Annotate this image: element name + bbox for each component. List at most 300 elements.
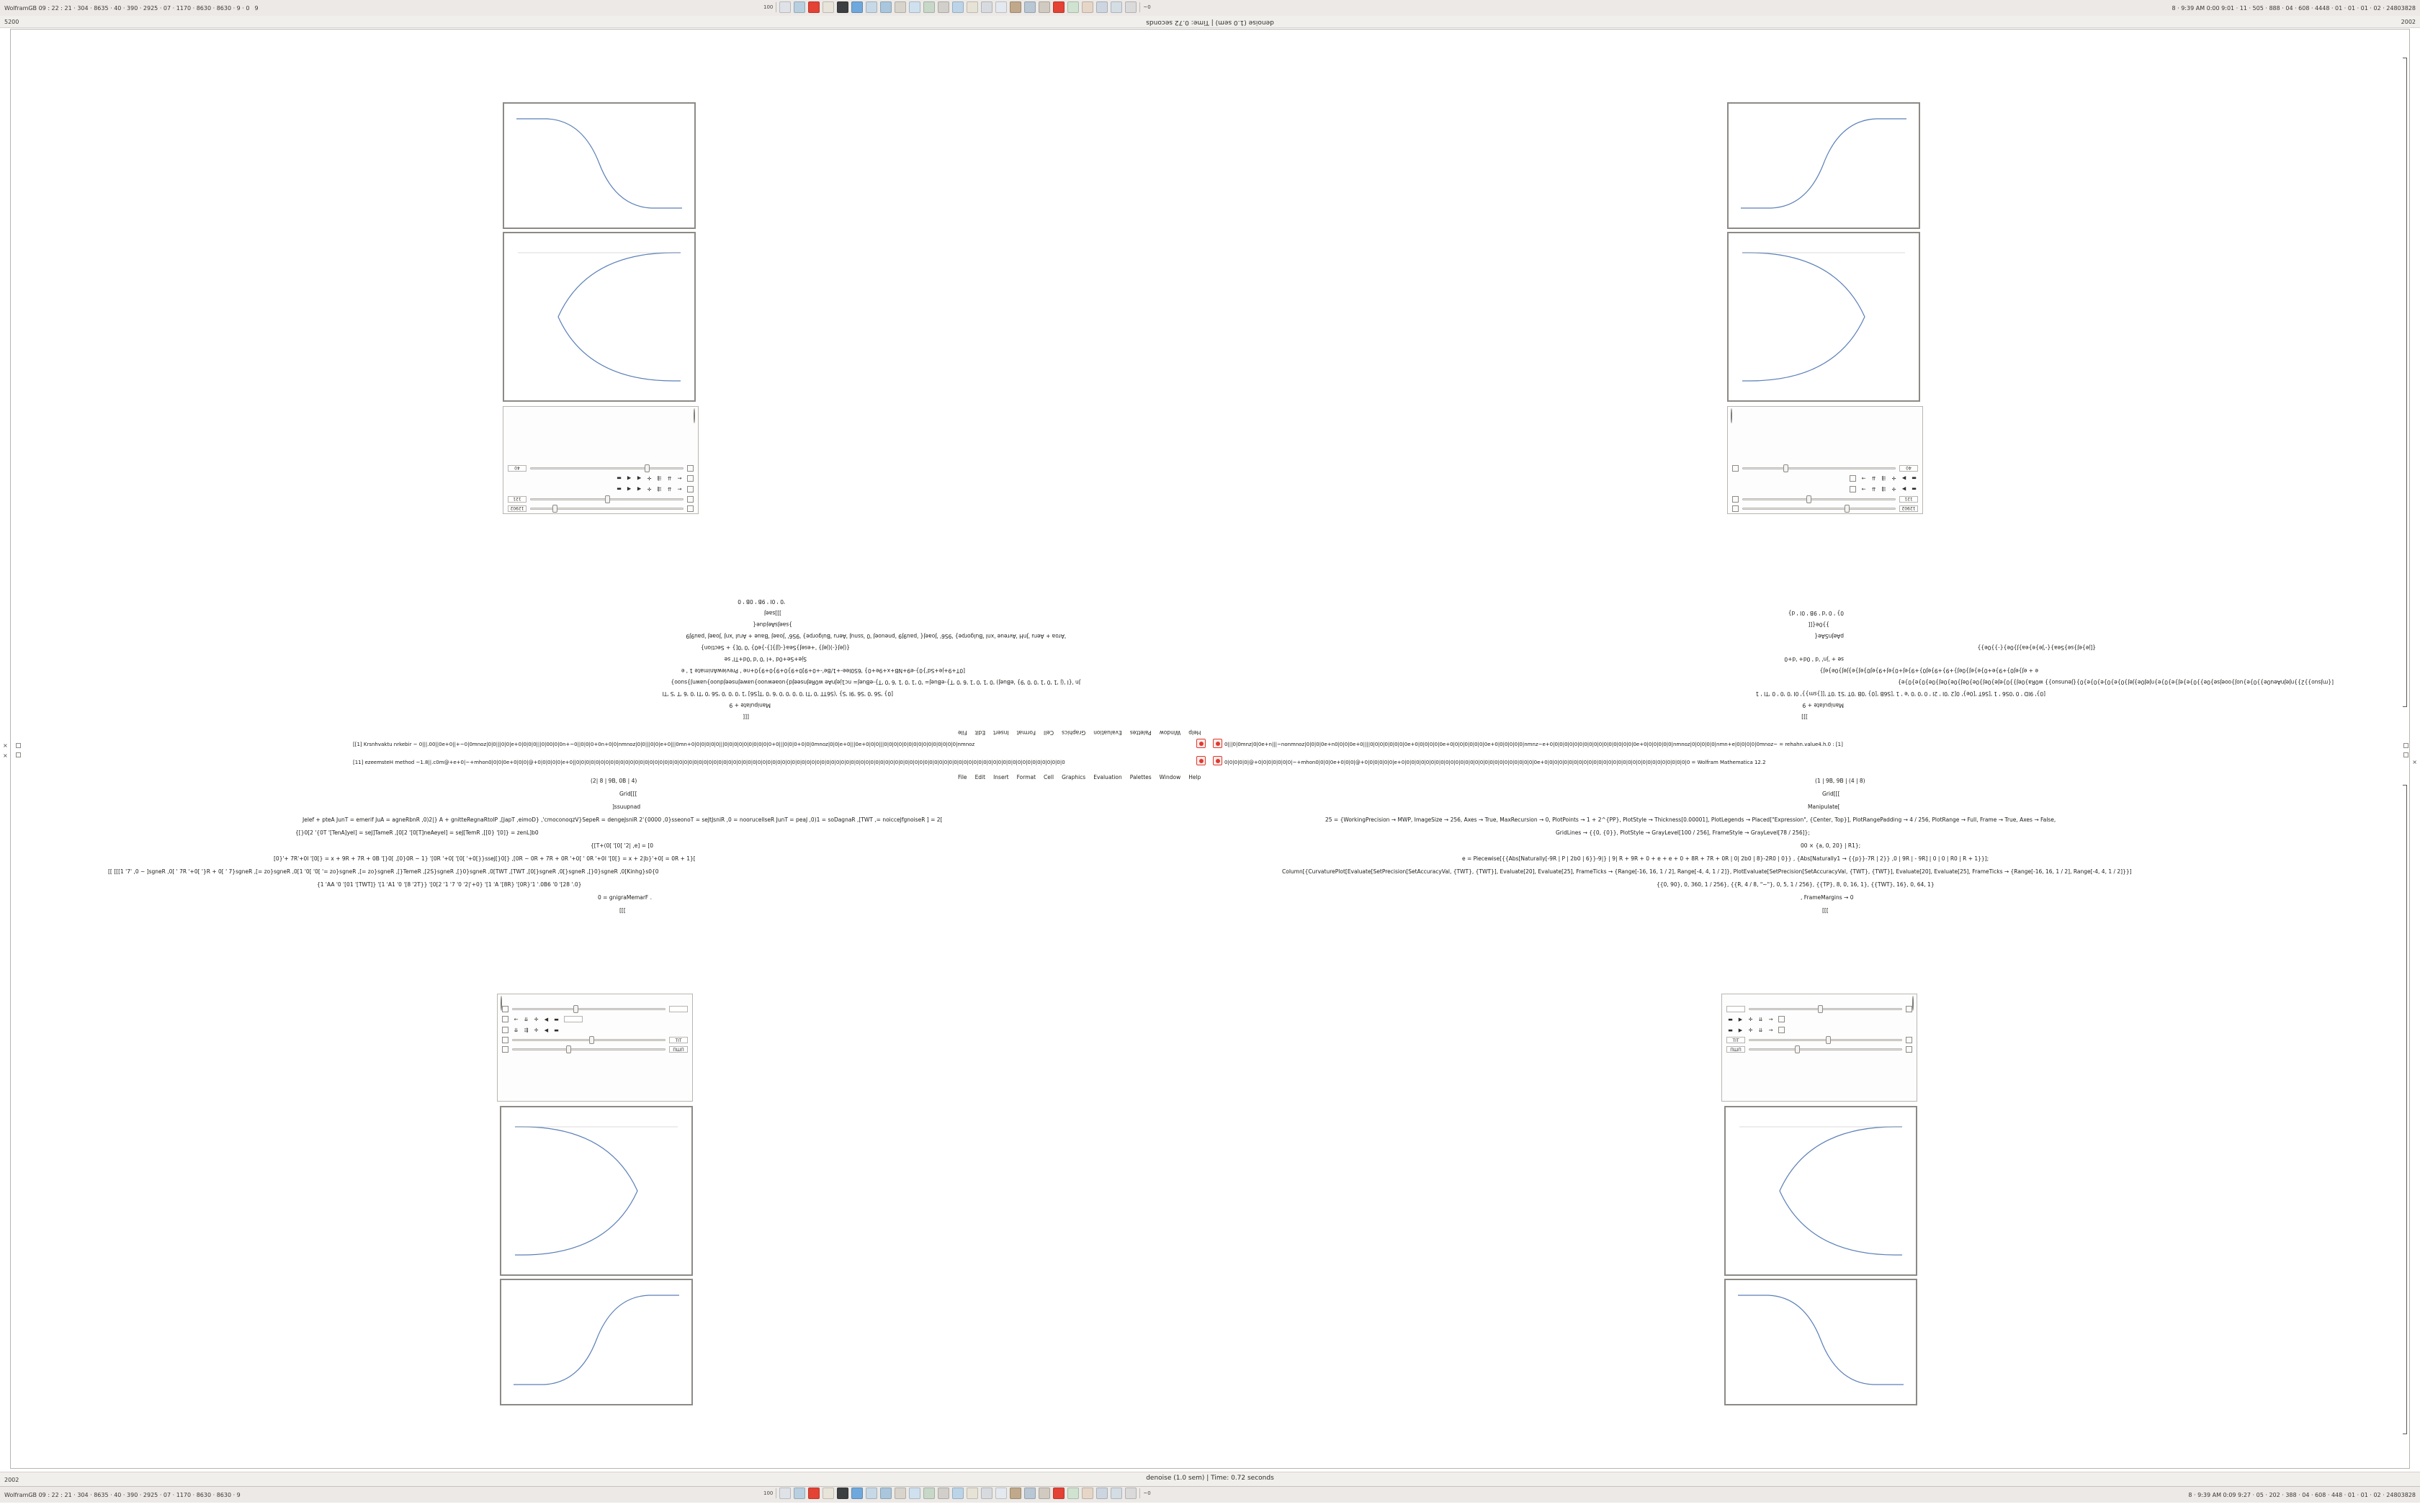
taskbar-icon-archive[interactable]: [1010, 1488, 1021, 1499]
add-icon[interactable]: ✛: [1891, 475, 1896, 482]
manipulate-settings-gear[interactable]: [1731, 409, 1732, 423]
menu-item-format[interactable]: Format: [1016, 774, 1036, 780]
stop-icon[interactable]: ▬: [1728, 1027, 1733, 1033]
code-line[interactable]: [{rnJsuo}}2}}nJeJnAeu0e}}0}e}uoJ}ooeJse}0e}}0}e}eJ}e}0}e}nJeJ0e}JeJ}0}e}0}e}0}e}0}{Jeunsuo}} w0Ra}0eJ}}0}eJe}0eJ}0e}0eJ}0e}0eJ}0e}0}e}0}e}: [1898, 679, 2334, 685]
plot-sigmoid-4-svg: [1725, 1279, 1917, 1405]
code-line[interactable]: (2| 8 | 9B, 0B | 4): [591, 778, 637, 784]
taskbar-icon-chat[interactable]: [952, 1488, 964, 1499]
forward-icon[interactable]: ⇶: [1881, 486, 1886, 492]
reverse-icon[interactable]: ⇊: [524, 1016, 529, 1022]
taskbar-icon-files[interactable]: [866, 1488, 877, 1499]
manipulate-button-row[interactable]: [503, 473, 698, 484]
code-line[interactable]: 0} ' 0 'd ' 9B ' 0I ' d}: [1788, 610, 1844, 616]
taskbar-icon-database[interactable]: [1096, 1, 1108, 13]
taskbar-icon-music[interactable]: [923, 1488, 935, 1499]
plot-frame-sigmoid-2: [1727, 102, 1920, 229]
taskbar-icon-clock[interactable]: [981, 1, 992, 13]
code-line[interactable]: GridLines → {{0, {0}}, PlotStyle → GrayLevel[100 / 256], FrameStyle → GrayLevel[78 / 256]};: [1556, 829, 1810, 836]
taskbar-icon-video[interactable]: [1024, 1488, 1036, 1499]
code-line[interactable]: {(jeJ{-)(jeJ} '+eseJ}Sea{-(jJ}[}-}e0} '0 '0[} + Section}: [700, 644, 850, 651]
step-back-icon[interactable]: ←: [677, 486, 682, 492]
restore-icon[interactable]: [2403, 752, 2408, 757]
menu-item-file[interactable]: File: [958, 729, 967, 736]
stop-icon[interactable]: ▬: [1728, 1016, 1733, 1022]
right-close-control[interactable]: [2412, 753, 2417, 767]
stop-icon[interactable]: ▬: [1912, 475, 1917, 482]
plot-frame-ellipse: [503, 232, 696, 402]
manipulate-row[interactable]: [498, 1045, 692, 1054]
middle-left-code-block: [86, 778, 1167, 994]
taskbar-icon-document[interactable]: [995, 1, 1007, 13]
manipulate-row[interactable]: [503, 495, 698, 504]
taskbar-icon-shield[interactable]: [1039, 1, 1050, 13]
code-line[interactable]: }saeJsAejdue{: [753, 621, 792, 628]
taskbar-icon-notes[interactable]: [967, 1, 978, 13]
code-line[interactable]: }}0e{[[: [1808, 621, 1829, 628]
add-icon[interactable]: ✛: [534, 1016, 539, 1022]
code-line[interactable]: '0 ' 0I ' 9B ' 0B ' 0: [738, 598, 785, 605]
stop-icon[interactable]: ▬: [617, 486, 622, 492]
taskbar-icon-trash[interactable]: [1125, 1, 1137, 13]
code-line[interactable]: Manipulate + 9: [1802, 702, 1844, 708]
play-icon[interactable]: ▶: [1901, 475, 1906, 482]
slider-value[interactable]: [564, 1016, 583, 1022]
code-line[interactable]: Column[{CurvaturePlot[Evaluate[SetPrecision[SetAccuracyVal, {TWT}, {TWT}], Evaluate[20], Evaluate[25], FrameTicks → {Range[-16, 16, 1 / 2], Range[-4, 4, 1 / 2]}, PlotEvaluate[SetPrecision[SetAccuracyVal, {TWT}, {TWT}], Evaluate[20], Evaluate[25], FrameTicks → {Range[-16, 16, 1 / 2], Range[-4, 4, 1 / 2]}}]: [1282, 868, 2132, 875]
step-forward-icon[interactable]: →: [1861, 475, 1866, 482]
expand-toggle[interactable]: [687, 496, 694, 503]
left-edge-window-controls[interactable]: [3, 743, 8, 759]
expand-toggle[interactable]: [1732, 496, 1739, 503]
menu-item-format[interactable]: Format: [1016, 729, 1036, 736]
code-line[interactable]: [0}' 9ID ' 0 '0S6 ' 1 '[S6T '[0e}' 0[2 '0I ' 2I ' 0 '0 '0 'e ' 1 '[S6B '[0} '0B '0T 'S1 '0T '[[}sm}}' 0I '0 '0 ' 0 'TI ' 1: [1755, 690, 2045, 697]
expand-toggle[interactable]: [502, 1006, 508, 1012]
manipulate-panel-top-left[interactable]: [503, 406, 699, 514]
menu-item-graphics[interactable]: Graphics: [1062, 774, 1086, 780]
top-left-output-group: [497, 53, 699, 514]
taskbar-icon-archive[interactable]: [1010, 1, 1021, 13]
code-line[interactable]: e + eJ}eJ0}+9}e+0}e}eJ}0eJ}+9}+9}eJ0}+9}eJ+0}eJ+9}eJ0}eJ}e}JeJ}0e}eJ}: [1819, 667, 2038, 674]
animation-controls-2[interactable]: [1726, 1026, 1775, 1034]
code-line[interactable]: (1 | 9B, 9B | (4 | 8): [1815, 778, 1865, 784]
manipulate-row[interactable]: [503, 464, 698, 473]
top-status-text: WolframGB 09 : 22 : 21 · 304 · 8635 · 40 · 390 · 2925 · 07 · 1170 · 8630 · 8630 · 9 · 0: [4, 4, 250, 12]
expand-toggle[interactable]: [1732, 465, 1739, 472]
close-icon-right[interactable]: ×: [2412, 759, 2417, 765]
menu-item-insert[interactable]: Insert: [993, 729, 1009, 736]
code-line[interactable]: [0}'+ 7R'+0I '[0[} = x + 9R + 7R + 0B '[}0[ ,[0}0R ~ 1} '[0R '+0[ '[0[ '+0[}}sseJ[}0[} ,[0R ~ 0R + 7R + 0R '+0[ ' 0R '+0I '[0[} = x + 2|b}'+0[ = 0R + 1}[: [274, 855, 696, 862]
collapse-icon[interactable]: [2403, 743, 2408, 748]
step-back-icon[interactable]: ⇊: [514, 1027, 519, 1033]
taskbar-index-label: 100: [763, 4, 774, 10]
step-forward-icon[interactable]: →: [1768, 1016, 1773, 1022]
manipulate-row[interactable]: [1722, 1004, 1917, 1014]
taskbar-icon-presentation[interactable]: [1082, 1, 1093, 13]
taskbar-icon-text-editor[interactable]: [823, 1, 834, 13]
secondary-bar-right-label: 2002: [2401, 18, 2416, 25]
notebook-window: [10, 29, 2410, 1469]
menu-item-window[interactable]: Window: [1159, 729, 1181, 736]
manipulate-row[interactable]: [1722, 1035, 1917, 1045]
plot-sigmoid-svg: [503, 103, 695, 228]
minimize-icon[interactable]: [16, 752, 21, 757]
top-system-bar: [0, 0, 2420, 17]
taskbar-icon-video[interactable]: [1024, 1, 1036, 13]
menu-item-window[interactable]: Window: [1159, 774, 1181, 780]
taskbar-icon-files[interactable]: [866, 1, 877, 13]
menu-item-help[interactable]: Help: [1188, 774, 1201, 780]
expand-toggle[interactable]: [1906, 1046, 1912, 1053]
slider-value[interactable]: ПШП: [1726, 1046, 1745, 1053]
code-line[interactable]: Grid[[[: [619, 791, 637, 797]
taskbar-icon-chat[interactable]: [952, 1, 964, 13]
secondary-bar-label: 5200: [4, 18, 19, 25]
taskbar-icon-wolfram[interactable]: [1053, 1488, 1065, 1499]
reverse-icon[interactable]: ⇶: [524, 1027, 529, 1033]
slider-control[interactable]: [530, 496, 684, 503]
expand-toggle[interactable]: [687, 486, 694, 492]
add-icon[interactable]: ✛: [647, 486, 652, 492]
expand-toggle[interactable]: [1906, 1006, 1912, 1012]
error-badge-4[interactable]: [1213, 756, 1222, 765]
animation-controls[interactable]: [1860, 485, 1918, 493]
taskbar-icon-terminal[interactable]: [837, 1488, 848, 1499]
slider-value[interactable]: ПШП: [669, 1046, 688, 1053]
message-line-2-left: [11] ezeemsteH method ~1.8||.c0m@+e+0|~+mhon0|0|0|0e+0|0|0|@+0|0|0|0|0|e+0||0|0|0|0|0|0|0|0|0|0|0|0|0|0|0|0|0|0|0|0|0|0|0|0|0|0|0|0|0|0|0|0|0|0|0|0|0|0|0|0|0|0|0|0|0|0|0|0|0|0|0|0|0|0|0|0|0|0|0|0|0|0|0|0|0|0|0|0|0|0|0|0|0|0|0|0|0|0|0|0|0|0|0|0|0|0|0|0|0|0|0|0|0|0|0|0|0|0|0|0: [353, 760, 1065, 765]
slider-control[interactable]: [1742, 505, 1896, 512]
manipulate-row[interactable]: [1728, 504, 1922, 513]
code-line[interactable]: 00 × {a, 0, 20} | R1};: [1801, 842, 1861, 849]
add-icon[interactable]: ✛: [1748, 1016, 1753, 1022]
reverse-icon[interactable]: ⇊: [1871, 486, 1876, 492]
manipulate-button-row[interactable]: [1728, 473, 1922, 484]
code-line[interactable]: pAeJnSAe{: [1814, 633, 1844, 639]
taskbar-icon-music[interactable]: [923, 1, 935, 13]
expand-toggle[interactable]: [1778, 1027, 1785, 1033]
plot-ellipse-2-svg: [1728, 233, 1919, 401]
slider-control[interactable]: [530, 505, 684, 512]
code-line[interactable]: {{0, 90}, 0, 360, 1 / 256}, {{R, 4 / 8, "~"}, 0, 5, 1 / 256}, {{TP}, 8, 0, 16, 1}, {{TWT}, 16}, 0, 64, 1}: [1657, 881, 1935, 888]
code-line[interactable]: {[T+(0[ '[0[ '2| ,e] = [0: [591, 842, 654, 849]
reverse-icon[interactable]: ⇊: [667, 475, 672, 482]
cell-bracket-bottom[interactable]: [2403, 785, 2407, 1434]
taskbar-icon-settings[interactable]: [938, 1, 949, 13]
manipulate-row[interactable]: [1728, 464, 1922, 473]
animation-controls[interactable]: [615, 485, 684, 493]
slider-control[interactable]: [512, 1046, 666, 1053]
code-line[interactable]: [[[: [1822, 907, 1829, 914]
manipulate-row[interactable]: [503, 504, 698, 513]
slider-control[interactable]: [512, 1037, 666, 1043]
rewind-icon[interactable]: ◀: [627, 475, 632, 482]
stop-icon[interactable]: ▬: [554, 1027, 559, 1033]
cell-bracket-top[interactable]: [2403, 58, 2407, 707]
code-line[interactable]: 25 = {WorkingPrecision → MWP, ImageSize → 256, Axes → True, MaxRecursion → 0, PlotPoints → 1 + 2^{PP}, PlotStyle → Thickness[0.00001], PlotLegends → Placed["Expression", {Center, Top}], PlotRangePadding → 4 / 256, PlotRange → Full, Frame → True, Axes → False,: [1325, 816, 2056, 823]
expand-icon[interactable]: [16, 743, 21, 748]
manipulate-settings-gear[interactable]: [694, 409, 695, 423]
taskbar-icon-trash[interactable]: [1125, 1488, 1137, 1499]
menu-item-graphics[interactable]: Graphics: [1062, 729, 1086, 736]
plot-frame-ellipse-3: [500, 1106, 693, 1276]
reverse-icon[interactable]: ⇊: [1871, 475, 1876, 482]
error-badge-3[interactable]: [1196, 756, 1206, 765]
slider-value[interactable]: TIT: [669, 1037, 688, 1043]
code-line[interactable]: se + 'jn' 'd ' 0d+ 'd+0: [1784, 656, 1844, 662]
code-line[interactable]: Grid[[[: [1822, 791, 1840, 797]
prev-icon[interactable]: ◀: [637, 475, 642, 482]
taskbar-icon-document[interactable]: [995, 1488, 1007, 1499]
taskbar-icon-start[interactable]: [779, 1, 791, 13]
slider-control[interactable]: [1749, 1037, 1902, 1043]
play-icon[interactable]: ⇶: [657, 475, 662, 482]
expand-toggle[interactable]: [1850, 486, 1856, 492]
taskbar-icon-record[interactable]: [808, 1, 820, 13]
code-line[interactable]: ]ssuupnad: [612, 804, 641, 810]
manipulate-button-row[interactable]: [1728, 484, 1922, 495]
expand-toggle[interactable]: [1906, 1037, 1912, 1043]
code-line[interactable]: {[}0[2 '{0T '[TenA]yeI] = seJ]TameR ,[0[2 '[0[T]neAeyeI] = seJ[TemR ,[[0} '[0]} = zenL]b0: [295, 829, 539, 836]
manipulate-panel-bottom-right[interactable]: [1721, 994, 1917, 1102]
taskbar-icon-calculator[interactable]: [895, 1, 906, 13]
rewind-icon[interactable]: ◀: [627, 486, 632, 492]
error-badge-1[interactable]: [1196, 739, 1206, 748]
code-line[interactable]: {[je}eJ}se}Sea}{-'Je}e}ea}J}0e}{-}}0e}}: [1977, 644, 2096, 651]
code-line[interactable]: [[[: [619, 907, 626, 914]
taskbar-end-label-bottom: ~0: [1143, 1490, 1151, 1496]
manipulate-panel-bottom-left[interactable]: [497, 994, 693, 1102]
manipulate-button-row[interactable]: [1722, 1014, 1917, 1025]
top-left-input-code: [86, 518, 1109, 720]
code-line[interactable]: Manipulate[: [1808, 804, 1840, 810]
taskbar-icon-notes[interactable]: [967, 1488, 978, 1499]
taskbar-icon-clock[interactable]: [981, 1488, 992, 1499]
right-edge-window-controls[interactable]: [2403, 743, 2408, 757]
code-line[interactable]: {1 'AA '0 '[01 '[TWT]} '[1 'A1 '0 '[8 '2T}} '[0[2 '1 '7 '0 '2|'+0} '[1 'A '[8R} '[0R}'1 '.0B6 '0 '[28 '.0}: [317, 881, 582, 888]
menu-item-edit[interactable]: Edit: [974, 729, 986, 736]
animation-controls-2[interactable]: [512, 1026, 560, 1034]
stop-icon[interactable]: ▬: [617, 475, 622, 482]
play-icon[interactable]: ▶: [1738, 1016, 1743, 1022]
manipulate-button-row[interactable]: [498, 1014, 692, 1025]
taskbar-icon-record[interactable]: [808, 1488, 820, 1499]
slider-value[interactable]: [1726, 1006, 1745, 1012]
error-badge-2[interactable]: [1213, 739, 1222, 748]
taskbar-index-label-bottom: 100: [763, 1490, 774, 1496]
bottom-taskbar[interactable]: [763, 1488, 1151, 1499]
taskbar-icon-terminal[interactable]: [837, 1, 848, 13]
expand-toggle[interactable]: [502, 1046, 508, 1053]
taskbar-separator-end: [1139, 1488, 1140, 1498]
bottom-system-status-left: [4, 1492, 241, 1498]
taskbar-end-label: ~0: [1143, 4, 1151, 10]
slider-value[interactable]: 121: [1899, 496, 1918, 503]
expand-toggle[interactable]: [687, 505, 694, 512]
plot-sigmoid-3-svg: [501, 1279, 692, 1405]
add-icon[interactable]: ✛: [1748, 1027, 1753, 1033]
manipulate-row[interactable]: [1722, 1045, 1917, 1054]
taskbar-icon-calculator[interactable]: [895, 1488, 906, 1499]
expand-toggle[interactable]: [687, 475, 694, 482]
code-line[interactable]: [0} 'S6 '0 'S6 '9I 'S} '(S6TT '0 'TI '0 '0 '0 '0 '6 '0 'T[S6] '1 '0 '0 '0 'S6 '0 'TI '0 '6 'T 'S 'TI: [662, 690, 893, 697]
left-edge-window-controls-2[interactable]: [16, 743, 21, 757]
stop-icon[interactable]: ▬: [1912, 486, 1917, 492]
code-line[interactable]: ]]]saeJ: [763, 610, 781, 616]
slider-control[interactable]: [1742, 496, 1896, 503]
expand-toggle[interactable]: [1732, 505, 1739, 512]
reverse-icon[interactable]: ⇊: [667, 486, 672, 492]
code-line[interactable]: ]]]: [1801, 714, 1808, 720]
code-line[interactable]: 0 = gnigraMemarF .: [598, 894, 653, 901]
bottom-left-output-group: [497, 994, 699, 1454]
slider-control[interactable]: [530, 465, 684, 472]
manipulate-row[interactable]: [498, 1004, 692, 1014]
add-icon[interactable]: ✛: [534, 1027, 539, 1033]
bottom-system-clock: [2188, 1492, 2416, 1498]
bottom-right-output-group: [1721, 994, 1923, 1454]
taskbar-icon-shield[interactable]: [1039, 1488, 1050, 1499]
play-icon[interactable]: ▶: [1738, 1027, 1743, 1033]
manipulate-row[interactable]: [498, 1035, 692, 1045]
animation-controls-2[interactable]: [1860, 474, 1918, 482]
code-line[interactable]: Sje+Se+0d '+I '0 'd '0d+TI' se: [724, 656, 807, 662]
window-status-bar: denoise (1.0 sem) | Time: 0.72 seconds: [1146, 1475, 1274, 1482]
expand-toggle[interactable]: [502, 1027, 508, 1033]
taskbar-icon-database[interactable]: [1096, 1488, 1108, 1499]
reverse-icon[interactable]: ⇊: [1758, 1027, 1763, 1033]
code-line[interactable]: Jn '{I '(j '1 '0 '1 '0 '0 '9} 'eBueJ) '0 '1 '0 '1 '6 '0 'T}-eBueJ= '0 '1 '0 '1 '6 '0 'T}-eBueJ= nc1jeJnAe w0ReJnseeJd}uoaewuoo}uaweJnseeJduoo}uawnJ}suoo}: [671, 679, 1080, 685]
code-line[interactable]: [[[: [743, 714, 749, 720]
code-line[interactable]: [0T+9+je+Sd'}0}-e9+NB+x+9e+0} '6S0Iee-+1/Be'-+0+9]0+9}0+9}0+9}0+ne ' PreviewAnimate 1 ' e: [681, 667, 965, 674]
manipulate-button-row[interactable]: [503, 484, 698, 495]
window-title-top: denoise (1.0 sem) | Time: 0.72 seconds: [1146, 19, 1274, 26]
expand-toggle[interactable]: [1778, 1016, 1785, 1022]
expand-toggle[interactable]: [502, 1037, 508, 1043]
taskbar-icon-mail[interactable]: [909, 1, 920, 13]
slider-value[interactable]: [669, 1006, 688, 1012]
slider-control[interactable]: [512, 1006, 666, 1012]
top-status-extra: 9: [254, 4, 259, 12]
bottom-status-text: WolframGB 09 : 22 : 21 · 304 · 8635 · 40 · 390 · 2925 · 07 · 1170 · 8630 · 8630 · 9: [4, 1491, 241, 1498]
manipulate-panel-top-right[interactable]: [1727, 406, 1923, 514]
top-right-output-group: [1721, 53, 1923, 514]
taskbar-icon-image-viewer[interactable]: [880, 1, 892, 13]
plot-ellipse-3-svg: [501, 1107, 692, 1275]
taskbar-icon-image-viewer[interactable]: [880, 1488, 892, 1499]
bottom-clock-text: 8 · 9:39 AM 0:09 9:27 · 05 · 202 · 388 · 04 · 608 · 448 · 01 · 01 · 02 · 24803828: [2188, 1491, 2416, 1498]
menu-item-palettes[interactable]: Palettes: [1129, 729, 1152, 736]
bottom-system-bar: [0, 1486, 2420, 1503]
slider-control[interactable]: [1749, 1046, 1902, 1053]
play-icon[interactable]: ⇶: [657, 486, 662, 492]
menu-item-edit[interactable]: Edit: [974, 774, 986, 780]
slider-control[interactable]: [1742, 465, 1896, 472]
play-icon[interactable]: ◀: [544, 1027, 549, 1033]
menu-item-file[interactable]: File: [958, 774, 967, 780]
plot-ellipse-4-svg: [1725, 1107, 1917, 1275]
taskbar-icon-spreadsheet[interactable]: [1067, 1, 1079, 13]
close-icon-2[interactable]: ×: [3, 752, 8, 759]
step-forward-icon[interactable]: →: [1768, 1027, 1773, 1033]
top-system-clock: [2172, 5, 2416, 12]
taskbar-icon-browser[interactable]: [851, 1488, 863, 1499]
menu-item-help[interactable]: Help: [1188, 729, 1201, 736]
play-icon[interactable]: ▶: [1901, 486, 1906, 492]
slider-value[interactable]: 121: [508, 496, 526, 503]
menu-item-palettes[interactable]: Palettes: [1129, 774, 1152, 780]
code-line[interactable]: e = Piecewise[{{Abs[Naturally[-9R | P | 2b0 | 6}}-9|} | 9| R + 9R + 0 + e + e + 0 + 8R + 7R + 0R | 0| 2b0 | 8}-2R0 | 0}} , {Abs[Naturally1 → {{p}}-7R | 2}} ,0 | 9R | - 9R] | 0 | 0 | R0 | R + 1}}];: [1462, 855, 1989, 862]
forward-icon[interactable]: ⇶: [1881, 475, 1886, 482]
manipulate-button-row[interactable]: [498, 1025, 692, 1035]
taskbar-icon-presentation[interactable]: [1082, 1488, 1093, 1499]
animation-controls-2[interactable]: [615, 474, 684, 482]
code-line[interactable]: [[ [[[1 '7' ,0 ~ ]sgneR ,0[ ' 7R '+0[ '}R + 0[ ' 7}sgneR ,[= zo}sgneR ,0[1 '0[ '0[ '= zo}sgneR ,[= zo}sgneR ,[}TemeR ,[2S}sgneR ,[}0}sgneR ,0[TWT ,[TWT ,[0[}sgneR ,0[}sgneR ,[}0}sgneR ,0[Kinhg}s0{0: [108, 868, 659, 875]
stop-icon[interactable]: ▬: [554, 1016, 559, 1022]
expand-toggle[interactable]: [502, 1016, 508, 1022]
add-icon[interactable]: ✛: [1891, 486, 1896, 492]
manipulate-button-row[interactable]: [1722, 1025, 1917, 1035]
top-taskbar[interactable]: [763, 1, 1151, 13]
play-icon[interactable]: ◀: [544, 1016, 549, 1022]
code-line[interactable]: , FrameMargins → 0: [1801, 894, 1854, 901]
menu-item-cell[interactable]: Cell: [1044, 729, 1054, 736]
code-line[interactable]: 'Aroa + Aeru 'JnH 'Avreue 'xnI 'Bulgorpe} '9S6' 'JoaeJ{ 'pau9J9 'pneuoeJ '0 'ssnuJ 'Aeru 'Bulgorpe} '9S6' 'JoaeJ 'Baue + AruI 'xnJ 'JoaeJ 'pau9J9: [686, 633, 1066, 639]
plot-frame-sigmoid-4: [1724, 1279, 1917, 1405]
menu-item-insert[interactable]: Insert: [993, 774, 1009, 780]
prev-icon[interactable]: ◀: [637, 486, 642, 492]
taskbar-icon-network[interactable]: [1111, 1, 1122, 13]
taskbar-icon-start[interactable]: [779, 1488, 791, 1499]
animation-controls[interactable]: [512, 1015, 560, 1023]
taskbar-icon-mail[interactable]: [909, 1488, 920, 1499]
middle-right-code-block: [1253, 778, 2377, 994]
taskbar-icon-wolfram[interactable]: [1053, 1, 1065, 13]
message-line-2-right: 0|0|0|0|0|@+0|0|0|0|0|0|0|~+mhon0|0|0|0e+0|0|0|@+0|0|0|0|0|0|e+0|0|0|0|0|0|0|0|0|0|0|0|0|0|0|0|0|0|0|0|0|0|0|0|0|0|0|0e+0|0|0|0|0|0|0|0|0|0|0|0|0|0|0|0|0|0|0|0|0|0|0|0|0|0|0|0|0|0 = Wolfram Mathematica 12.2: [1224, 760, 1766, 765]
slider-value[interactable]: TIT: [1726, 1037, 1745, 1043]
plot-frame-ellipse-2: [1727, 232, 1920, 402]
taskbar-icon-spreadsheet[interactable]: [1067, 1488, 1079, 1499]
step-back-icon[interactable]: ←: [677, 475, 682, 482]
expand-toggle[interactable]: [1850, 475, 1856, 482]
manipulate-settings-gear[interactable]: [1912, 996, 1914, 1010]
step-back-icon[interactable]: ←: [514, 1016, 519, 1022]
slider-control[interactable]: [1749, 1006, 1902, 1012]
manipulate-settings-gear[interactable]: [501, 996, 502, 1010]
manipulate-row[interactable]: [1728, 495, 1922, 504]
reverse-icon[interactable]: ⇊: [1758, 1016, 1763, 1022]
menu-item-evaluation[interactable]: Evaluation: [1093, 774, 1122, 780]
slider-value[interactable]: 12902: [508, 505, 526, 512]
top-right-input-code: [1268, 518, 2348, 720]
taskbar-icon-settings[interactable]: [938, 1488, 949, 1499]
slider-value[interactable]: 40: [508, 465, 526, 472]
taskbar-icon-folder[interactable]: [794, 1, 805, 13]
expand-toggle[interactable]: [687, 465, 694, 472]
slider-value[interactable]: 40: [1899, 465, 1918, 472]
slider-value[interactable]: 12902: [1899, 505, 1918, 512]
menu-item-evaluation[interactable]: Evaluation: [1093, 729, 1122, 736]
menu-bar-flipped[interactable]: [958, 729, 1201, 736]
step-forward-icon[interactable]: →: [1861, 486, 1866, 492]
menu-item-cell[interactable]: Cell: [1044, 774, 1054, 780]
add-icon[interactable]: ✛: [647, 475, 652, 482]
taskbar-icon-text-editor[interactable]: [823, 1488, 834, 1499]
taskbar-icon-browser[interactable]: [851, 1, 863, 13]
taskbar-icon-folder[interactable]: [794, 1488, 805, 1499]
code-line[interactable]: Jelef + pteA JunT = emerif JuA = agneRbnR ,0)2|} A + gnitteRegnaRtolP ,[JapT ,eimoD} ,'cmoconoqzV}SepeR = dengeJsniR 2'{0000 ,0}sseonoT = seJtJsniR ,0 = noorucellseR JunT = peaJ ,0)1 = soDagnaR ,[TWT ,= noicceJfgnoiseR ] = 2[: [302, 816, 943, 823]
animation-controls[interactable]: [1726, 1015, 1775, 1023]
close-icon[interactable]: ×: [3, 742, 8, 749]
taskbar-icon-network[interactable]: [1111, 1488, 1122, 1499]
code-line[interactable]: Manipulate + 9: [729, 702, 771, 708]
